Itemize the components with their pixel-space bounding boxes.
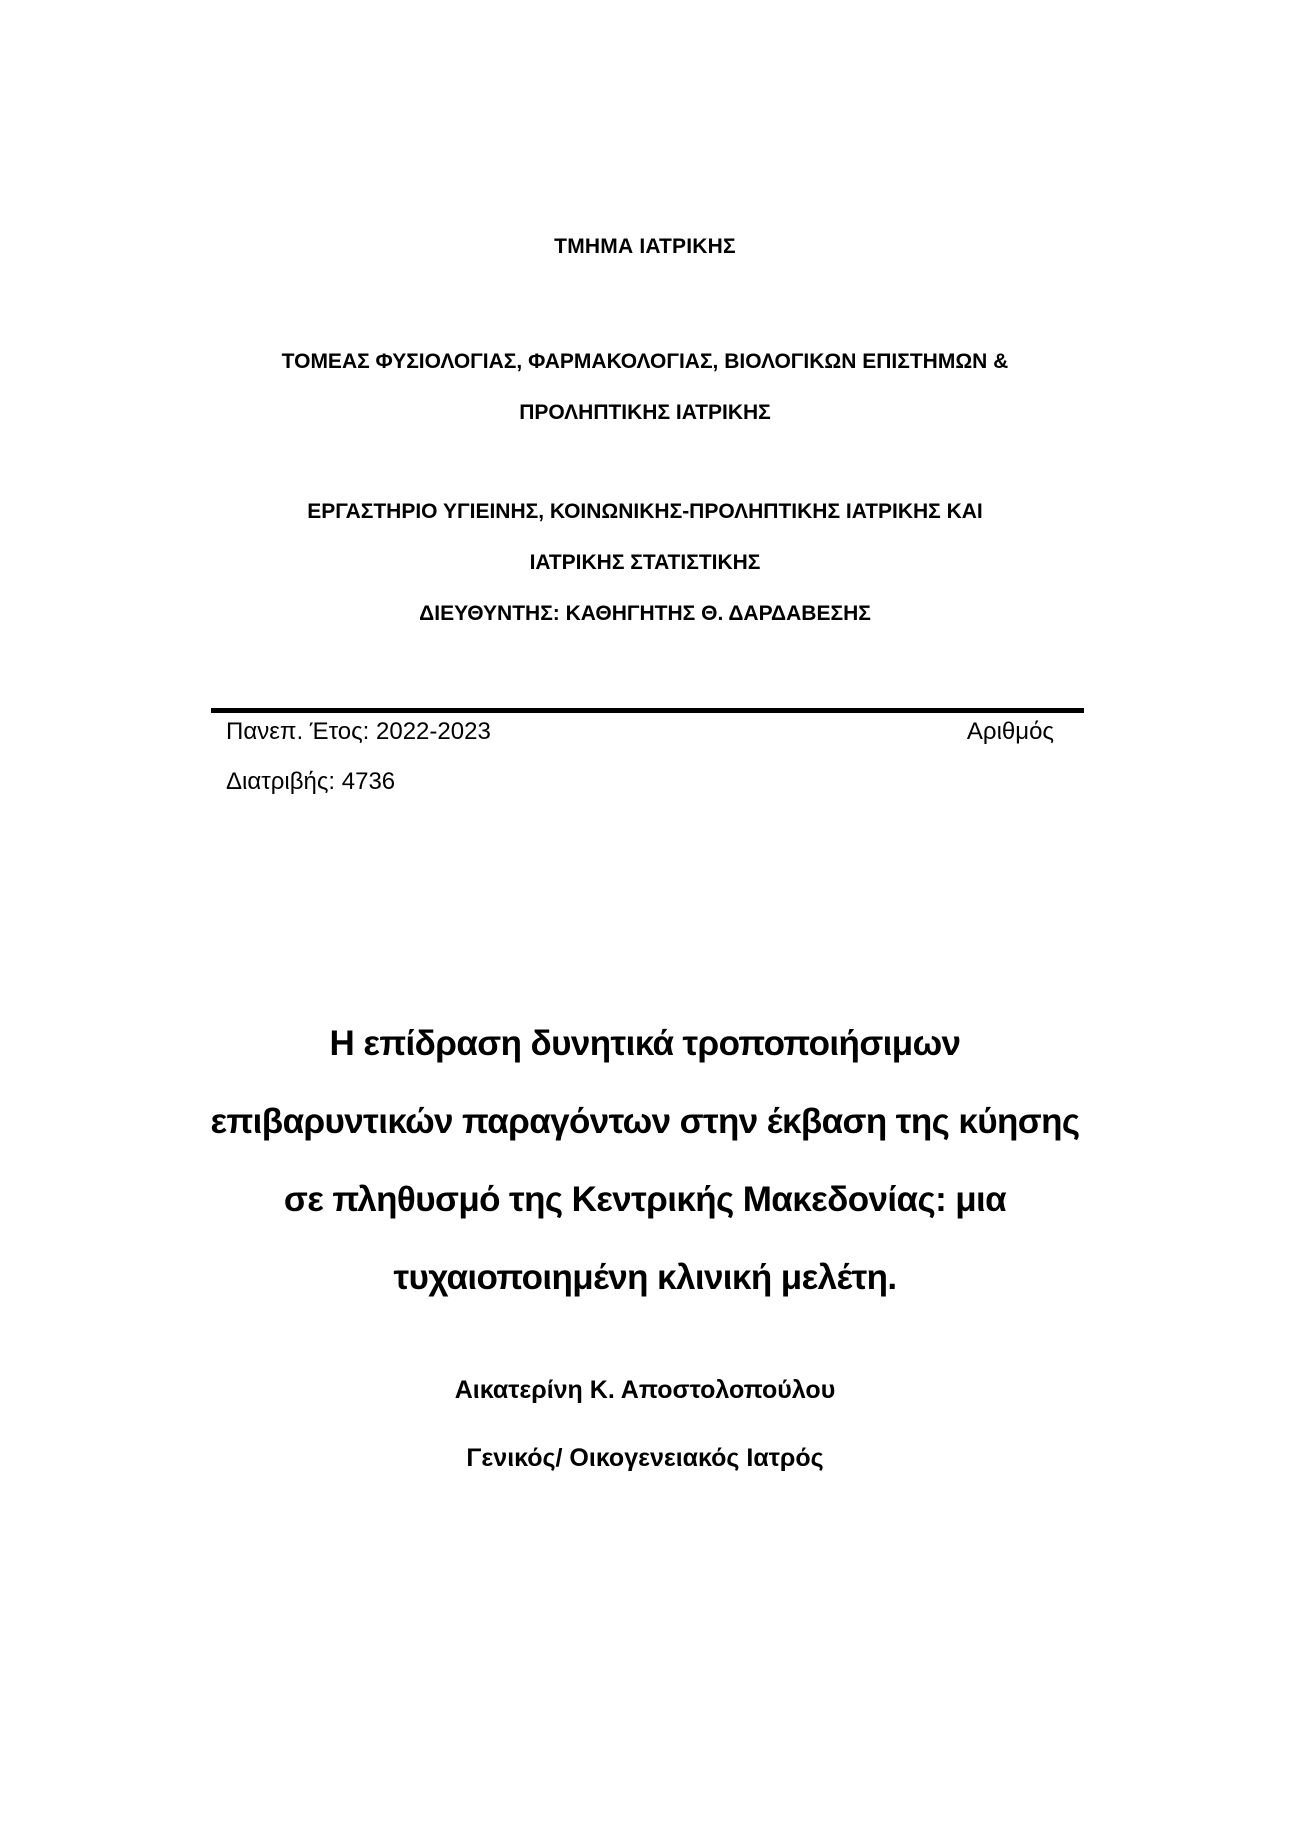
laboratory-heading xyxy=(0,486,1290,639)
lab-line-1: ΕΡΓΑΣΤΗΡΙΟ ΥΓΙΕΙΝΗΣ, ΚΟΙΝΩΝΙΚΗΣ-ΠΡΟΛΗΠΤΙΚΗΣ ΙΑΤΡΙΚΗΣ ΚΑΙ xyxy=(307,500,983,523)
sector-line-2: ΠΡΟΛΗΠΤΙΚΗΣ ΙΑΤΡΙΚΗΣ xyxy=(519,401,771,424)
author-name: Αικατερίνη Κ. Αποστολοπούλου xyxy=(454,1376,836,1404)
department-title: ΤΜΗΜΑ ΙΑΤΡΙΚΗΣ xyxy=(554,235,736,258)
title-line-1: Η επίδραση δυνητικά τροποποιήσιμων xyxy=(329,1024,961,1063)
sector-heading xyxy=(0,336,1290,438)
title-line-3: σε πληθυσμό της Κεντρικής Μακεδονίας: μια xyxy=(283,1180,1007,1219)
title-line-4: τυχαιοποιημένη κλινική μελέτη. xyxy=(393,1258,897,1297)
dissertation-number: Διατριβής: 4736 xyxy=(226,768,396,795)
horizontal-divider xyxy=(211,708,1084,713)
director-line: ΔΙΕΥΘΥΝΤΗΣ: ΚΑΘΗΓΗΤΗΣ Θ. ΔΑΡΔΑΒΕΣΗΣ xyxy=(419,602,871,625)
author-specialty: Γενικός/ Οικογενειακός Ιατρός xyxy=(466,1444,824,1472)
academic-year: Πανεπ. Έτος: 2022-2023 xyxy=(226,718,491,745)
number-label: Αριθμός xyxy=(966,718,1054,745)
thesis-title xyxy=(0,1005,1290,1317)
title-line-2: επιβαρυντικών παραγόντων στην έκβαση της κύησης xyxy=(210,1102,1080,1141)
lab-line-2: ΙΑΤΡΙΚΗΣ ΣΤΑΤΙΣΤΙΚΗΣ xyxy=(529,551,761,574)
sector-line-1: ΤΟΜΕΑΣ ΦΥΣΙΟΛΟΓΙΑΣ, ΦΑΡΜΑΚΟΛΟΓΙΑΣ, ΒΙΟΛΟΓΙΚΩΝ ΕΠΙΣΤΗΜΩΝ & xyxy=(281,350,1009,373)
